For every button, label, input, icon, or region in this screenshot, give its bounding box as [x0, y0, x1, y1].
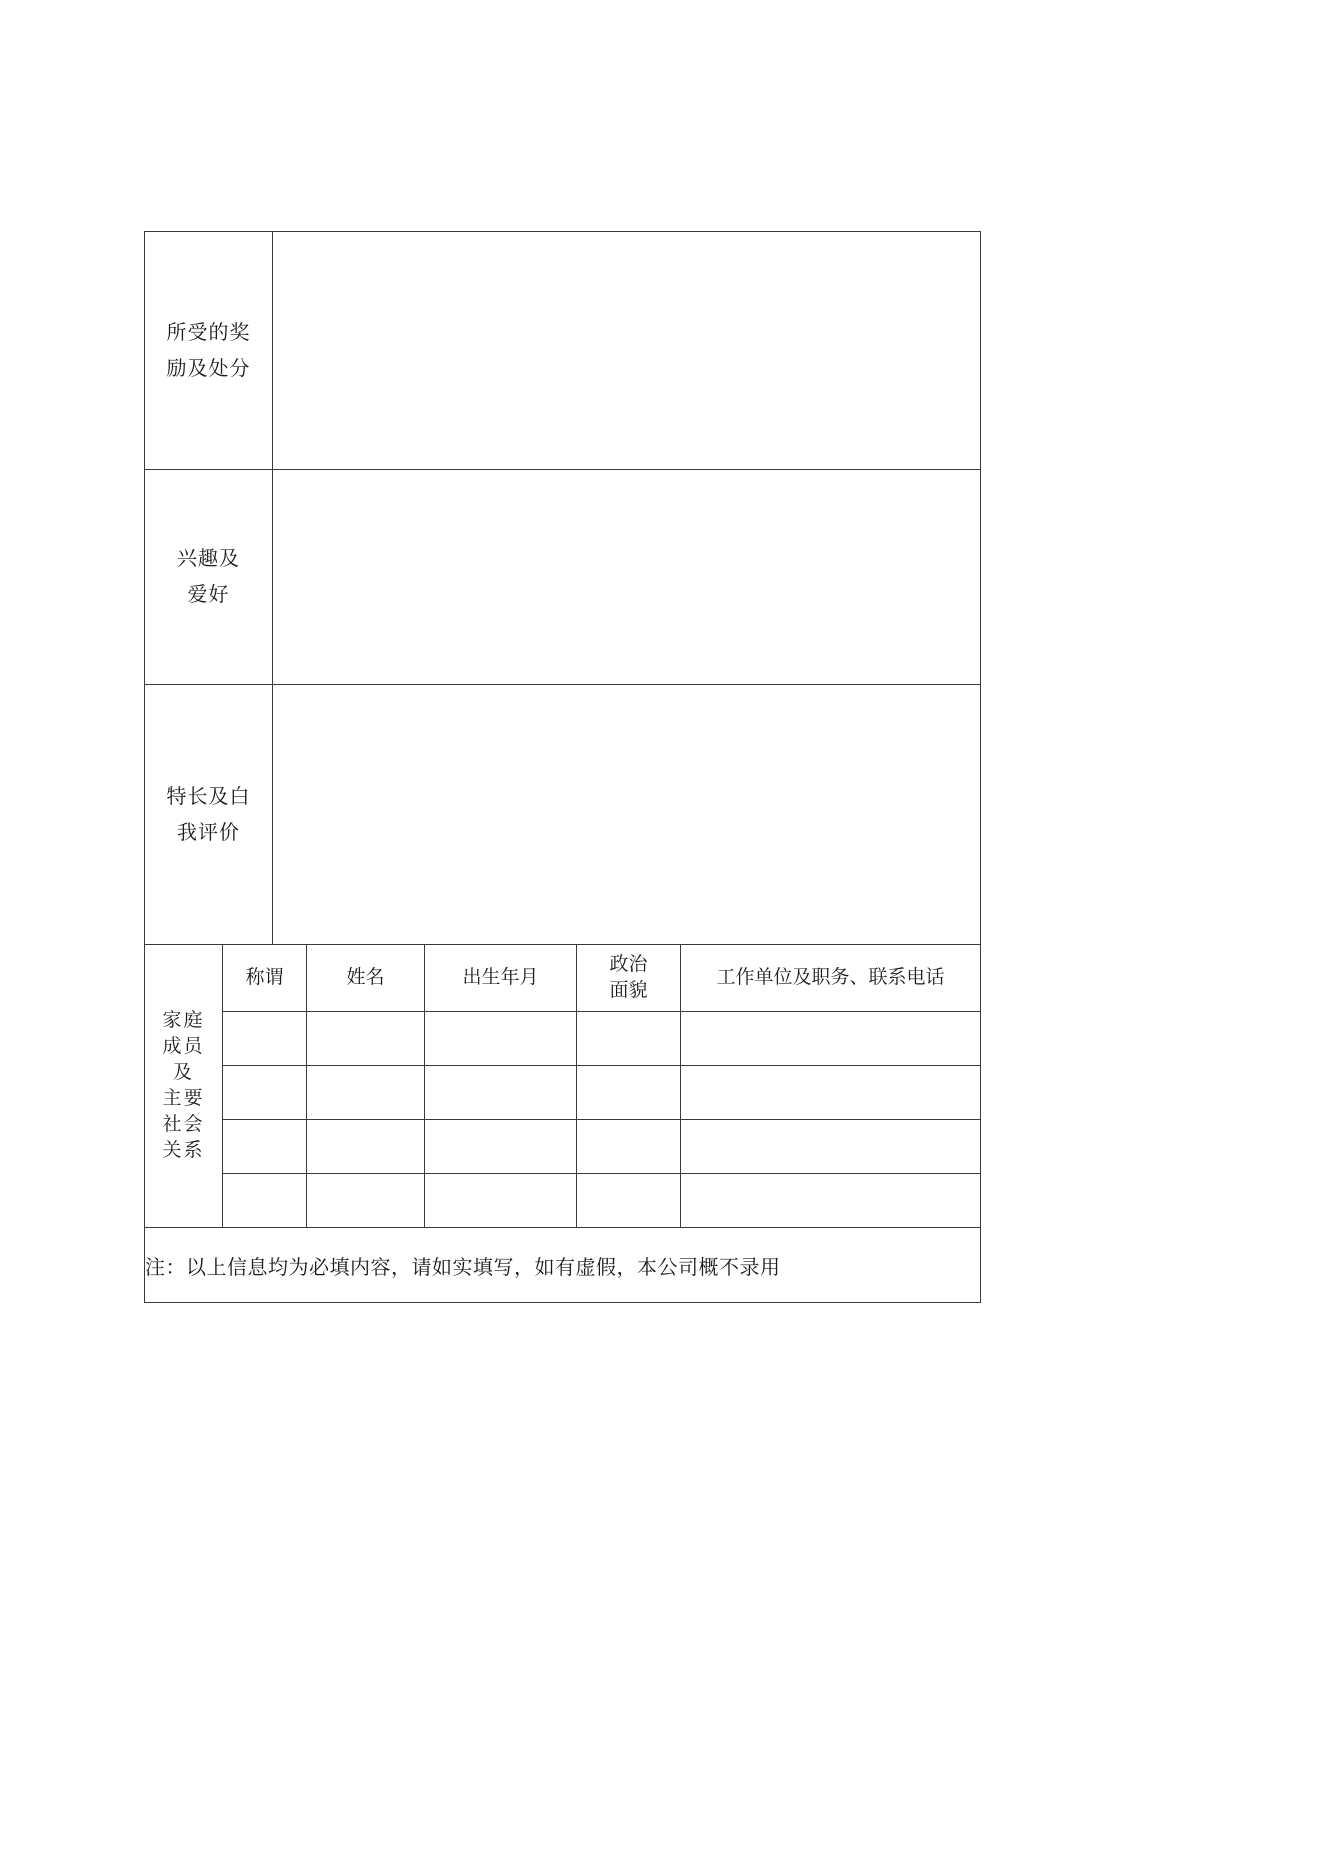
row-value-self-evaluation[interactable] — [273, 685, 981, 945]
cell-birthdate[interactable] — [425, 1066, 577, 1120]
table-row-self-evaluation — [145, 685, 981, 945]
cell-workplace-contact[interactable] — [681, 1066, 981, 1120]
column-header-relation: 称谓 — [223, 945, 307, 1012]
row-value-awards[interactable] — [273, 232, 981, 470]
cell-political-status[interactable] — [577, 1120, 681, 1174]
row-label-hobbies-line2: 爱好 — [187, 584, 230, 606]
column-header-workplace-contact: 工作单位及职务、联系电话 — [681, 945, 981, 1012]
cell-workplace-contact[interactable] — [681, 1174, 981, 1228]
row-label-awards-line1: 所受的奖 — [166, 321, 251, 344]
row-label-hobbies-line1: 兴趣及 — [177, 548, 240, 570]
family-label-char-4: 社会 — [162, 1114, 205, 1135]
column-header-political-status — [577, 945, 681, 1012]
table-row-hobbies — [145, 470, 981, 685]
family-table-row — [145, 1012, 981, 1066]
column-header-political-status-line1: 政治 — [609, 954, 648, 975]
cell-relation[interactable] — [223, 1066, 307, 1120]
column-header-political-status-line2: 面貌 — [609, 980, 648, 1001]
cell-relation[interactable] — [223, 1012, 307, 1066]
column-header-name: 姓名 — [307, 945, 425, 1012]
row-label-awards — [145, 232, 273, 470]
cell-birthdate[interactable] — [425, 1012, 577, 1066]
form-table-wrapper — [144, 231, 980, 1303]
family-table-row — [145, 1066, 981, 1120]
row-value-hobbies[interactable] — [273, 470, 981, 685]
cell-name[interactable] — [307, 1066, 425, 1120]
family-label-char-2: 及 — [172, 1062, 194, 1083]
row-label-hobbies — [145, 470, 273, 685]
family-section-label — [145, 945, 223, 1228]
family-table-row — [145, 1120, 981, 1174]
family-relations-table — [144, 944, 981, 1303]
family-label-char-5: 关系 — [162, 1140, 205, 1161]
family-header-row — [145, 945, 981, 1012]
cell-birthdate[interactable] — [425, 1120, 577, 1174]
row-label-self-evaluation-line1: 特长及白 — [166, 785, 251, 808]
form-note-text: 注：以上信息均为必填内容，请如实填写，如有虚假，本公司概不录用 — [145, 1228, 981, 1303]
cell-name[interactable] — [307, 1012, 425, 1066]
cell-relation[interactable] — [223, 1174, 307, 1228]
row-label-awards-line2: 励及处分 — [166, 357, 251, 380]
row-label-self-evaluation — [145, 685, 273, 945]
cell-relation[interactable] — [223, 1120, 307, 1174]
table-row-awards — [145, 232, 981, 470]
family-label-char-0: 家庭 — [162, 1010, 205, 1031]
cell-political-status[interactable] — [577, 1066, 681, 1120]
cell-political-status[interactable] — [577, 1174, 681, 1228]
family-label-char-3: 主要 — [162, 1088, 205, 1109]
cell-name[interactable] — [307, 1174, 425, 1228]
cell-name[interactable] — [307, 1120, 425, 1174]
note-row — [145, 1228, 981, 1303]
cell-workplace-contact[interactable] — [681, 1012, 981, 1066]
family-label-char-1: 成员 — [162, 1036, 205, 1057]
cell-workplace-contact[interactable] — [681, 1120, 981, 1174]
cell-political-status[interactable] — [577, 1012, 681, 1066]
cell-birthdate[interactable] — [425, 1174, 577, 1228]
application-form-table — [144, 231, 981, 945]
row-label-self-evaluation-line2: 我评价 — [177, 821, 240, 844]
family-table-row — [145, 1174, 981, 1228]
column-header-birthdate: 出生年月 — [425, 945, 577, 1012]
